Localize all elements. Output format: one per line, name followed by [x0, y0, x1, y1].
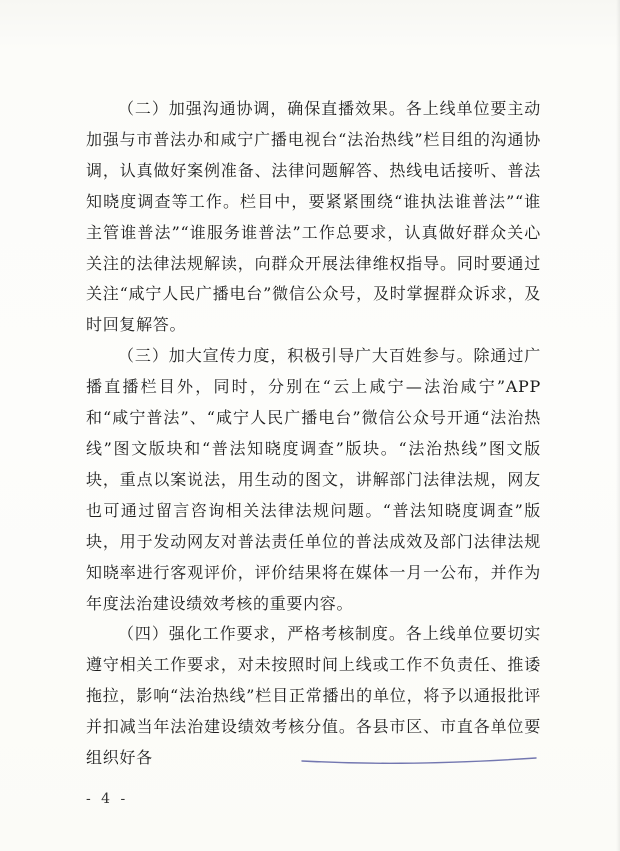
paragraph-requirements: （四）强化工作要求，严格考核制度。各上线单位要切实遵守相关工作要求，对未按照时间上线或工作不负责任、推诿拖拉，影响“法治热线”栏目正常播出的单位，将予以通报批评并扣减当年法治建设绩效考核分值。各县市区、市直各单位要组织好各: [86, 624, 541, 768]
paragraph-publicity: （三）加大宣传力度，积极引导广大百姓参与。除通过广播直播栏目外，同时，分别在“云上咸宁—法治咸宁”APP和“咸宁普法”、“咸宁人民广播电台”微信公众号开通“法治热线”图文版块和“普法知晓度调查”版块。“法治热线”图文版块，重点以案说法，用生动的图文，讲解部门法律法规，网友也可通过留言咨询相关法律法规问题。“普法知晓度调查”版块，用于发动网友对普法责任单位的普法成效及部门法律法规知晓率进行客观评价，评价结果将在媒体一月一公布，并作为年度法治建设绩效考核的重要内容。: [86, 346, 541, 613]
page-number: - 4 -: [86, 791, 129, 807]
handwritten-underline-mark: [300, 752, 540, 770]
scan-edge-shadow: [616, 0, 620, 851]
document-body: [86, 94, 541, 774]
paragraph-communication: （二）加强沟通协调，确保直播效果。各上线单位要主动加强与市普法办和咸宁广播电视台“法治热线”栏目组的沟通协调，认真做好案例准备、法律问题解答、热线电话接听、普法知晓度调查等工作。栏目中，要紧紧围绕“谁执法谁普法”“谁主管谁普法”“谁服务谁普法”工作总要求，认真做好群众关心关注的法律法规解读，向群众开展法律维权指导。同时要通过关注“咸宁人民广播电台”微信公众号，及时掌握群众诉求，及时回复解答。: [86, 99, 541, 335]
